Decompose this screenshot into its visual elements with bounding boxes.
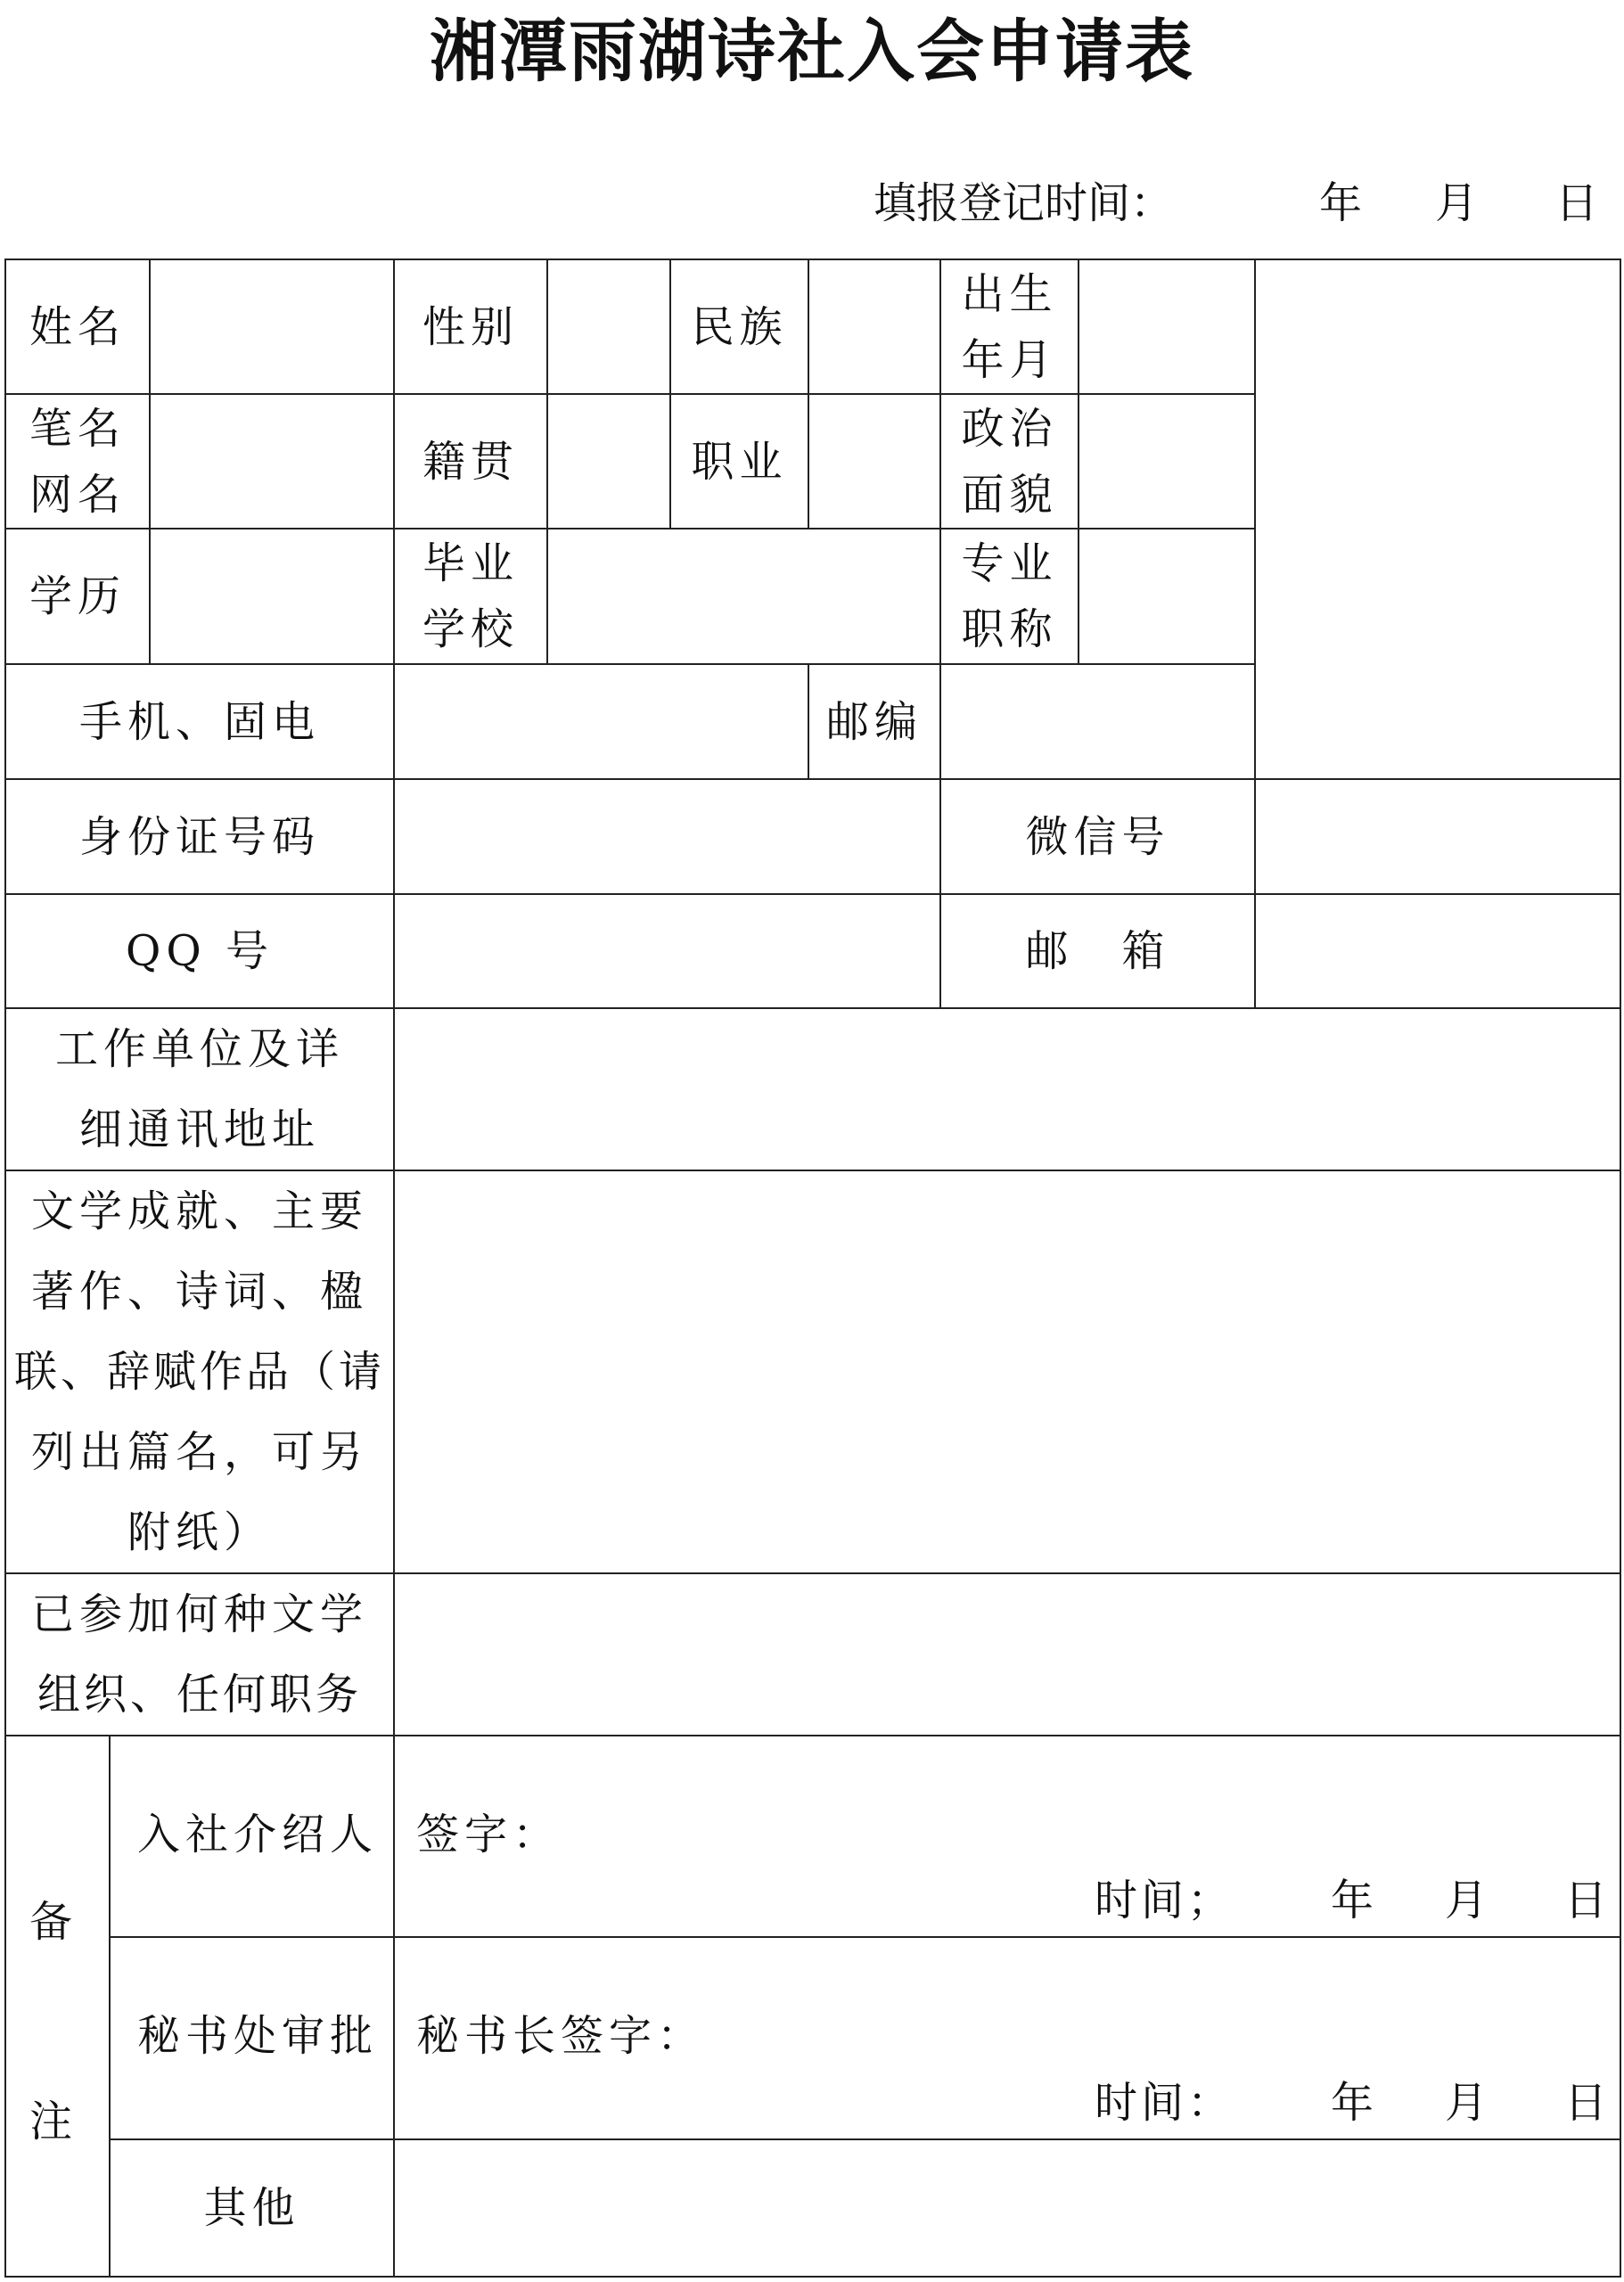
id-number-label: 身份证号码 <box>5 779 394 894</box>
workplace-label-line2: 细通讯地址 <box>79 1104 321 1154</box>
ethnicity-field[interactable] <box>808 259 940 394</box>
birth-label <box>940 259 1079 394</box>
secretariat-field[interactable] <box>394 1937 1620 2139</box>
school-label-line1: 毕业 <box>422 538 520 588</box>
prof-title-label-line2: 职称 <box>961 604 1058 654</box>
gender-label: 性别 <box>394 259 547 394</box>
remarks-label-chars <box>24 1736 78 2276</box>
postcode-label: 邮编 <box>808 664 940 779</box>
achievements-label-line3: 联、辞赋作品（请 <box>14 1347 386 1397</box>
achievements-label-line1: 文学成就、主要 <box>31 1186 369 1236</box>
education-field[interactable] <box>150 529 394 664</box>
prof-title-field[interactable] <box>1079 529 1255 664</box>
secretariat-time-month: 月 <box>1445 2078 1492 2128</box>
introducer-time-month: 月 <box>1445 1876 1492 1925</box>
wechat-field[interactable] <box>1255 779 1620 894</box>
id-number-field[interactable] <box>394 779 940 894</box>
education-label: 学历 <box>5 529 150 664</box>
native-place-label: 籍贯 <box>394 394 547 529</box>
secretariat-time-label: 时间： <box>1095 2078 1234 2128</box>
remarks-label-char2: 注 <box>29 2097 78 2147</box>
birth-label-line2: 年月 <box>961 334 1058 385</box>
name-field[interactable] <box>150 259 394 394</box>
phone-field[interactable] <box>394 664 808 779</box>
workplace-label-line1: 工作单位及详 <box>55 1024 345 1074</box>
secretariat-time-day: 日 <box>1564 2078 1612 2128</box>
other-label: 其他 <box>110 2139 394 2277</box>
introducer-time-line <box>395 1872 1620 1929</box>
secretariat-sign-label: 秘书长签字： <box>416 2011 706 2061</box>
pen-name-label-line2: 网名 <box>29 469 127 520</box>
other-field[interactable] <box>394 2139 1620 2277</box>
phone-label: 手机、固电 <box>5 664 394 779</box>
fill-date-line <box>874 175 1597 232</box>
application-form-table <box>4 259 1621 2278</box>
school-label-line2: 学校 <box>422 604 520 654</box>
birth-label-line1: 出生 <box>961 268 1058 319</box>
political-label <box>940 394 1079 529</box>
ethnicity-label: 民族 <box>670 259 808 394</box>
school-field[interactable] <box>547 529 940 664</box>
fill-date-day: 日 <box>1555 178 1599 228</box>
qq-field[interactable] <box>394 894 940 1008</box>
achievements-field[interactable] <box>394 1170 1620 1573</box>
fill-date-label: 填报登记时间： <box>874 178 1174 228</box>
organizations-label-line1: 已参加何种文学 <box>31 1589 369 1639</box>
introducer-field[interactable] <box>394 1736 1620 1937</box>
email-field[interactable] <box>1255 894 1620 1008</box>
secretariat-time-line <box>395 2074 1620 2131</box>
achievements-label-line5: 附纸） <box>127 1507 273 1557</box>
fill-date-month: 月 <box>1435 178 1479 228</box>
secretariat-label <box>110 1937 394 2139</box>
fill-date-year: 年 <box>1319 178 1363 228</box>
prof-title-label <box>940 529 1079 664</box>
occupation-field[interactable] <box>808 394 940 529</box>
achievements-label-line4: 列出篇名，可另 <box>31 1427 369 1477</box>
pen-name-label-line1: 笔名 <box>29 403 127 454</box>
introducer-sign-label: 签字： <box>416 1810 562 1859</box>
remarks-label <box>5 1736 110 2277</box>
organizations-label-line2: 组织、任何职务 <box>37 1670 363 1720</box>
name-label: 姓名 <box>5 259 150 394</box>
photo-area[interactable] <box>1255 259 1620 779</box>
introducer-label-text: 入社介绍人 <box>137 1810 379 1859</box>
native-place-field[interactable] <box>547 394 670 529</box>
birth-field[interactable] <box>1079 259 1255 394</box>
pen-name-label <box>5 394 150 529</box>
workplace-field[interactable] <box>394 1008 1620 1170</box>
pen-name-field[interactable] <box>150 394 394 529</box>
workplace-label <box>5 1008 394 1170</box>
email-label: 邮 箱 <box>940 894 1255 1008</box>
introducer-time-year: 年 <box>1331 1876 1378 1925</box>
wechat-label: 微信号 <box>940 779 1255 894</box>
secretariat-label-text: 秘书处审批 <box>137 2011 379 2061</box>
gender-field[interactable] <box>547 259 670 394</box>
introducer-time-day: 日 <box>1564 1876 1612 1925</box>
remarks-label-char1: 备 <box>29 1897 78 1947</box>
qq-label: QQ 号 <box>5 894 394 1008</box>
organizations-field[interactable] <box>394 1573 1620 1736</box>
secretariat-time-year: 年 <box>1331 2078 1378 2128</box>
political-label-line2: 面貌 <box>961 469 1058 520</box>
achievements-label <box>5 1170 394 1573</box>
political-field[interactable] <box>1079 394 1255 529</box>
achievements-label-line2: 著作、诗词、楹 <box>31 1267 369 1317</box>
introducer-time-label: 时间； <box>1095 1876 1234 1925</box>
occupation-label: 职业 <box>670 394 808 529</box>
organizations-label <box>5 1573 394 1736</box>
political-label-line1: 政治 <box>961 403 1058 454</box>
page-title: 湘潭雨湖诗社入会申请表 <box>430 12 1194 91</box>
postcode-field[interactable] <box>940 664 1255 779</box>
school-label <box>394 529 547 664</box>
introducer-label <box>110 1736 394 1937</box>
prof-title-label-line1: 专业 <box>961 538 1058 588</box>
